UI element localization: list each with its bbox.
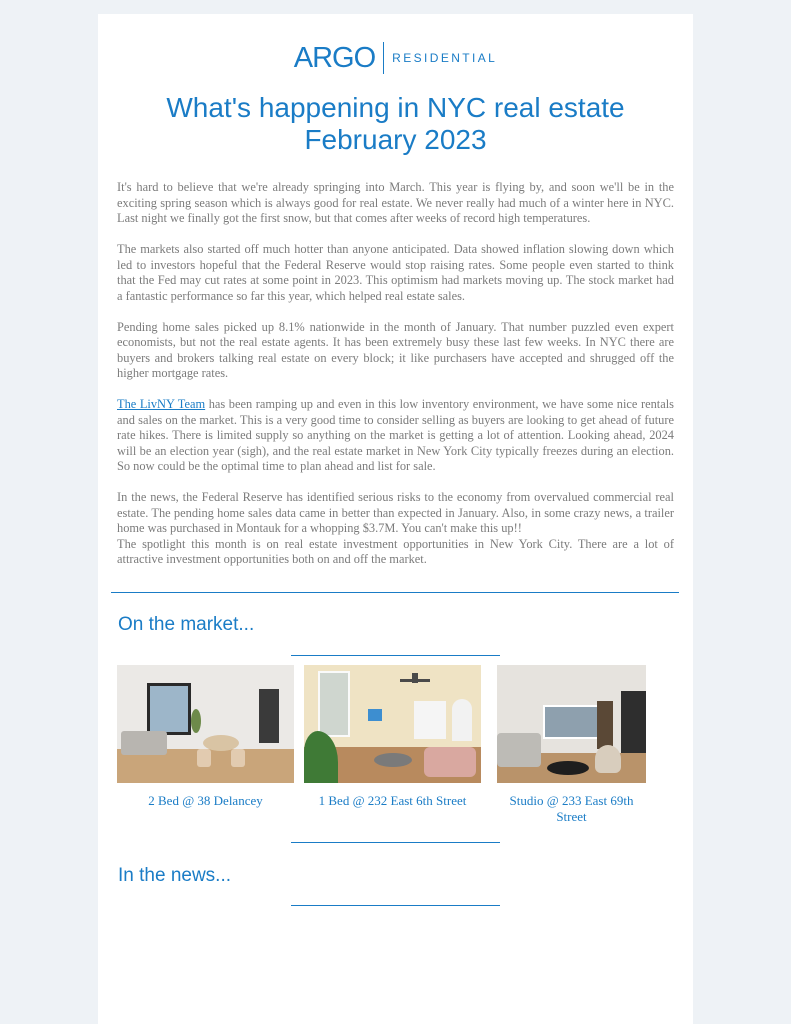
in-the-news-heading: In the news... xyxy=(118,865,232,886)
listing-photo-2[interactable] xyxy=(304,665,481,783)
listing-photo-3[interactable] xyxy=(497,665,646,783)
page-title xyxy=(98,92,693,156)
paragraph-3: Pending home sales picked up 8.1% nationwide in the month of January. That number puzzled even expert economists, but not the real estate agents. It has been extremely busy these last few weeks. In NYC there are buyers and brokers talking real estate on every block; it like purchasers have accepted and shrugged off the higher mortgage rates. xyxy=(117,319,674,380)
listing-caption-1[interactable]: 2 Bed @ 38 Delancey xyxy=(148,793,263,808)
listing-caption-3[interactable]: Studio @ 233 East 69th Street xyxy=(509,793,634,824)
newsletter-body xyxy=(117,180,674,583)
paragraph-1: It's hard to believe that we're already springing into March. This year is flying by, and soon we'll be in the exciting spring season which is always good for real estate. We never really had much of a winter here in NYC. Last night we finally got the first snow, but that comes after weeks of record high temperatures. xyxy=(117,180,674,225)
paragraph-4 xyxy=(117,397,674,475)
email-card xyxy=(98,14,693,1024)
listing-card-2[interactable] xyxy=(304,665,481,809)
paragraph-5-news: In the news, the Federal Reserve has identified serious risks to the economy from overvalued commercial real estate. The pending home sales data came in better than expected in January. Also, in some crazy news, a trailer home was purchased in Montauk for a whopping $3.7M. You can't make this up!! xyxy=(117,490,674,535)
title-line-2: February 2023 xyxy=(304,124,487,155)
logo-divider xyxy=(383,42,384,74)
paragraph-5 xyxy=(117,490,674,568)
on-the-market-heading: On the market... xyxy=(118,614,255,635)
listing-caption-2[interactable]: 1 Bed @ 232 East 6th Street xyxy=(318,793,467,808)
paragraph-4-text: has been ramping up and even in this low inventory environment, we have some nice rentals and sales on the market. This is a very good time to consider selling as buyers are looking to get ahead of future rate hikes. There is limited supply so anything on the market is getting a lot of attention. Looking ahead, 2024 will be an election year (sigh), and the real estate market in New York City typically freezes during an election. So now could be the optimal time to plan ahead and list for sale. xyxy=(117,397,674,473)
livny-team-link[interactable]: The LivNY Team xyxy=(117,397,206,411)
logo-brand: ARGO xyxy=(293,41,376,74)
argo-residential-logo[interactable] xyxy=(98,38,693,78)
listing-card-1[interactable] xyxy=(117,665,294,809)
listing-card-3[interactable] xyxy=(497,665,646,825)
paragraph-5-spotlight: The spotlight this month is on real estate investment opportunities in New York City. There are a lot of attractive investment opportunities both on and off the market. xyxy=(117,536,674,566)
paragraph-2: The markets also started off much hotter than anyone anticipated. Data showed inflation slowing down which led to investors hopeful that the Federal Reserve would stop raising rates. Some people even started to think that the Fed may cut rates at some point in 2023. This optimism had markets moving up. The stock market had a fantastic performance so far this year, which helped real estate sales. xyxy=(117,242,674,303)
listings-divider xyxy=(291,842,500,843)
listing-photo-1[interactable] xyxy=(117,665,294,783)
title-line-1: What's happening in NYC real estate xyxy=(166,92,625,123)
section-divider xyxy=(111,592,679,593)
market-divider xyxy=(291,655,500,656)
logo-sub: RESIDENTIAL xyxy=(392,51,498,65)
news-divider xyxy=(291,905,500,906)
